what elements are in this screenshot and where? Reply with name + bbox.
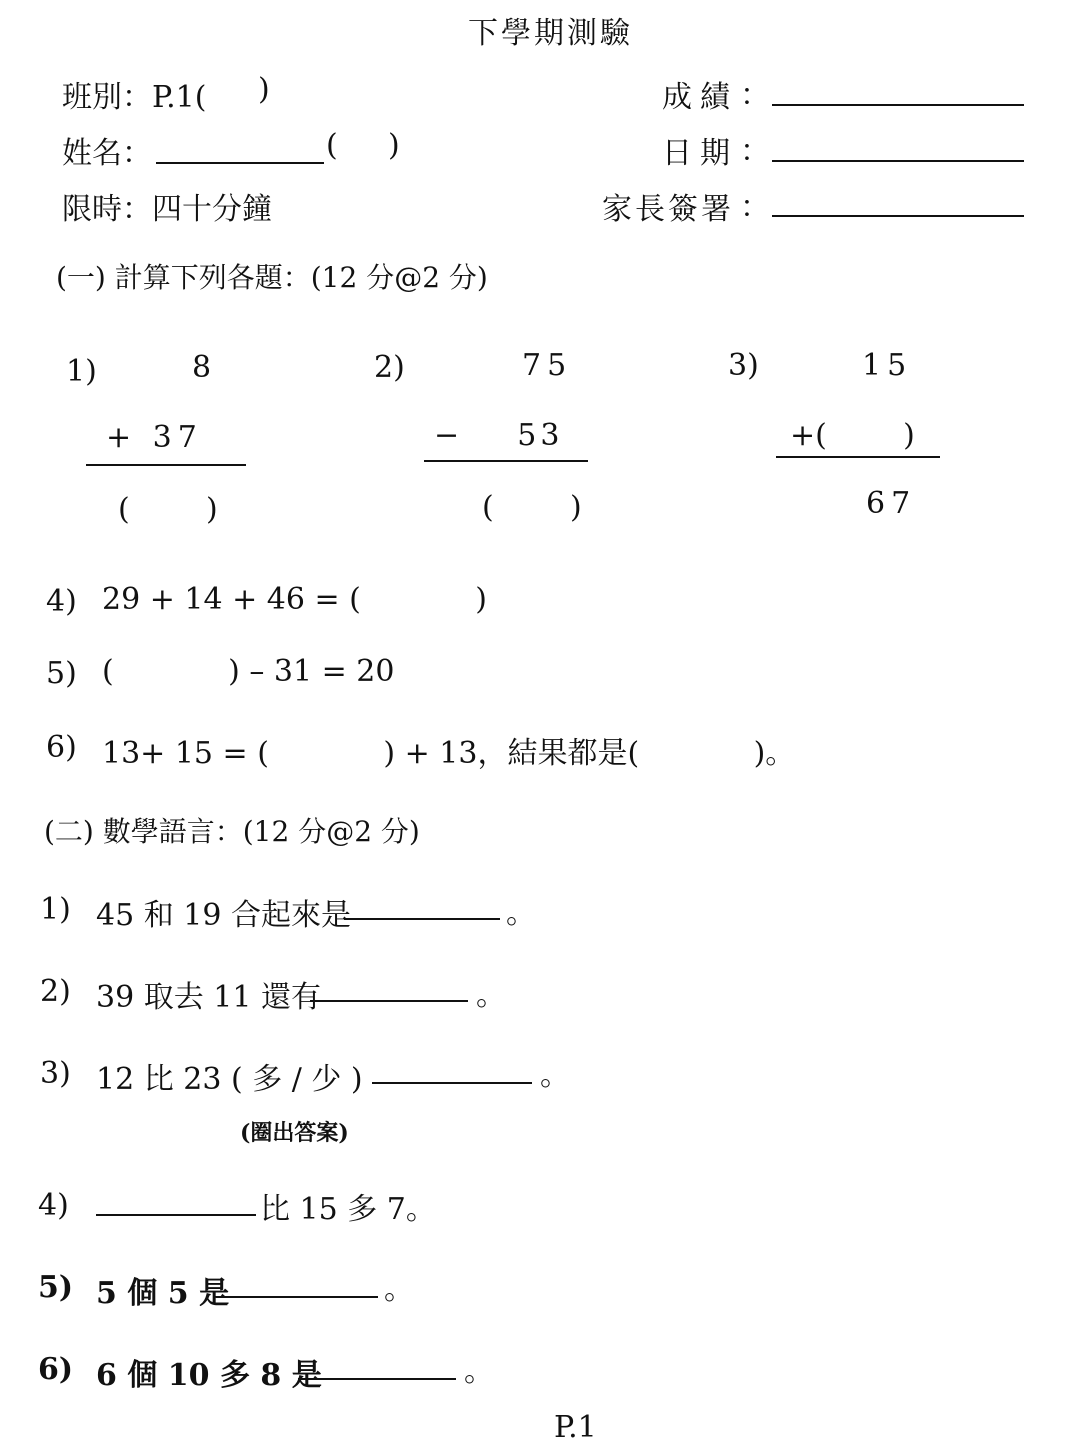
section1-title: (一) 計算下列各題：(12 分@2 分): [56, 261, 488, 294]
q6-text[interactable]: 13+ 15 = ( ) + 13，結果都是( )。: [102, 736, 796, 771]
s2-q5-blank[interactable]: [216, 1296, 378, 1298]
s2-q5-text: 5 個 5 是: [96, 1276, 230, 1311]
score-blank[interactable]: [772, 104, 1024, 106]
parent-colon: ：: [740, 190, 770, 225]
parent-signature-blank[interactable]: [772, 215, 1024, 217]
s2-q6-number: 6): [38, 1352, 74, 1387]
s2-q6-text: 6 個 10 多 8 是: [96, 1358, 322, 1393]
s2-q1-end: 。: [506, 896, 536, 931]
q5-text[interactable]: ( ) – 31 = 20: [102, 654, 395, 689]
v1-top: 8: [192, 350, 212, 385]
s2-q6-blank[interactable]: [298, 1378, 456, 1380]
s2-q3-end: 。: [540, 1058, 570, 1093]
q5-number: 5): [46, 656, 77, 691]
page-number: P.1: [554, 1410, 597, 1445]
name-label: 姓名：: [62, 136, 152, 171]
s2-q5-end: 。: [384, 1272, 414, 1307]
s2-q4-number: 4): [38, 1188, 69, 1223]
v3-number: 3): [728, 348, 759, 383]
s2-q3-text[interactable]: 12 比 23 ( 多 / 少 ): [96, 1062, 363, 1097]
s2-q3-number: 3): [40, 1056, 71, 1091]
s2-q1-number: 1): [40, 892, 71, 927]
s2-q4-blank[interactable]: [96, 1214, 256, 1216]
s2-q2-blank[interactable]: [310, 1000, 468, 1002]
v2-top: 75: [522, 348, 573, 383]
v2-number: 2): [374, 350, 405, 385]
class-label: 班別：P.1(: [62, 80, 207, 115]
s2-q6-end: 。: [464, 1354, 494, 1389]
score-label: 成績: [662, 80, 738, 115]
v3-result: 67: [866, 486, 917, 521]
s2-q2-text: 39 取去 11 還有: [96, 980, 321, 1015]
v2-operand: − 53: [434, 418, 564, 453]
s2-q1-text: 45 和 19 合起來是: [96, 898, 351, 933]
v1-rule: [86, 464, 246, 466]
s2-q5-number: 5): [38, 1270, 74, 1305]
s2-q2-number: 2): [40, 974, 71, 1009]
s2-q4-text: 比 15 多 7。: [260, 1192, 436, 1227]
section2-title: (二) 數學語言：(12 分@2 分): [44, 815, 420, 848]
name-blank[interactable]: [156, 162, 324, 164]
time-label: 限時：四十分鐘: [62, 192, 272, 227]
parent-signature-label: 家長簽署: [602, 192, 734, 227]
s2-q3-blank[interactable]: [372, 1082, 532, 1084]
s2-q1-blank[interactable]: [344, 918, 500, 920]
score-colon: ：: [740, 78, 770, 113]
s2-q3-note: (圈出答案): [240, 1120, 349, 1146]
v1-result[interactable]: ( ): [118, 492, 218, 527]
v2-rule: [424, 460, 588, 462]
name-paren-close: ): [388, 128, 400, 163]
v3-rule: [776, 456, 940, 458]
date-blank[interactable]: [772, 160, 1024, 162]
class-close: ): [258, 72, 270, 107]
date-colon: ：: [740, 134, 770, 169]
page-title: 下學期測驗: [468, 16, 633, 51]
v1-number: 1): [66, 354, 97, 389]
q4-text[interactable]: 29 + 14 + 46 = ( ): [102, 582, 487, 617]
s2-q2-end: 。: [476, 978, 506, 1013]
q4-number: 4): [46, 584, 77, 619]
name-paren-open: (: [326, 128, 338, 163]
v2-result[interactable]: ( ): [482, 490, 582, 525]
q6-number: 6): [46, 730, 77, 765]
date-label: 日期: [662, 136, 738, 171]
v3-top: 15: [862, 348, 913, 383]
v1-operand: + 37: [106, 420, 203, 455]
v3-operand[interactable]: +( ): [790, 418, 915, 453]
